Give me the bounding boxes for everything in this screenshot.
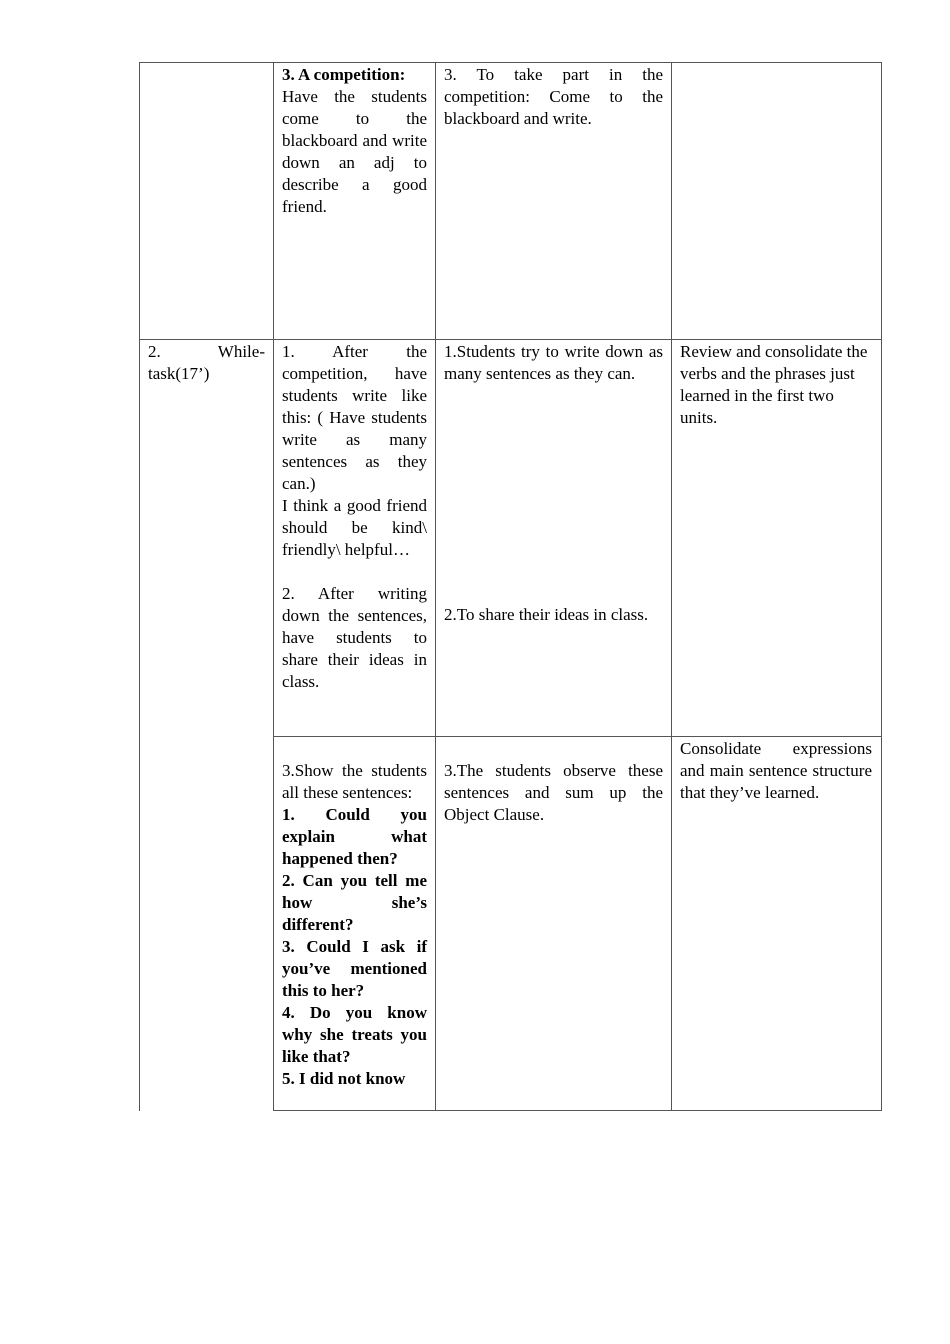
student-step-3: 3.The students observe these sentences and sum up the Object Clause. <box>444 761 663 824</box>
block2-purpose-cell <box>680 738 872 804</box>
column-border-right <box>881 62 882 1111</box>
example-sentence-1: 1. Could you explain what happened then? <box>282 805 427 868</box>
block1-student-cell <box>444 341 663 385</box>
table-bottom-border <box>273 1110 882 1111</box>
row-divider <box>139 339 882 340</box>
block2-teacher-cell <box>282 760 427 1090</box>
block1-purpose-text: Review and consolidate the verbs and the phrases just learned in the first two units. <box>680 342 868 427</box>
block1-purpose-cell <box>680 341 872 429</box>
column-border-left <box>139 62 140 1111</box>
competition-heading: 3. A competition: <box>282 65 406 84</box>
example-sentence-4: 4. Do you know why she treats you like that? <box>282 1003 427 1066</box>
block1-teacher-cell <box>282 341 427 693</box>
example-sentence-5: 5. I did not know <box>282 1069 406 1088</box>
teacher-step-1: 1. After the competition, have students write like this: ( Have students write as many sentences as they can.) <box>282 342 427 493</box>
example-sentence-3: 3. Could I ask if you’ve mentioned this to her? <box>282 937 427 1000</box>
teacher-step-1-example: I think a good friend should be kind\ friendly\ helpful… <box>282 496 427 559</box>
block2-purpose-text: Consolidate expressions and main sentence structure that they’ve learned. <box>680 739 872 802</box>
student-step-1: 1.Students try to write down as many sentences as they can. <box>444 342 663 383</box>
row1-teacher-cell <box>282 64 427 218</box>
student-step-2: 2.To share their ideas in class. <box>444 605 649 624</box>
table-top-border <box>139 62 882 63</box>
teacher-step-2: 2. After writing down the sentences, have students to share their ideas in class. <box>282 584 427 691</box>
block2-student-cell <box>444 760 663 826</box>
column-border-3 <box>435 62 436 1111</box>
example-sentence-2: 2. Can you tell me how she’s different? <box>282 871 427 934</box>
competition-instructions: Have the students come to the blackboard and write down an adj to describe a good friend. <box>282 87 427 216</box>
row1-student-cell <box>444 64 663 130</box>
stage-label: 2. While-task(17’) <box>148 342 265 383</box>
sub-row-divider <box>273 736 882 737</box>
column-border-2 <box>273 62 274 1111</box>
block1-student-cell-2 <box>444 604 663 626</box>
row1-student-text: 3. To take part in the competition: Come to the blackboard and write. <box>444 65 663 128</box>
column-border-4 <box>671 62 672 1111</box>
stage-cell <box>148 341 265 385</box>
teacher-step-3: 3.Show the students all these sentences: <box>282 761 427 802</box>
